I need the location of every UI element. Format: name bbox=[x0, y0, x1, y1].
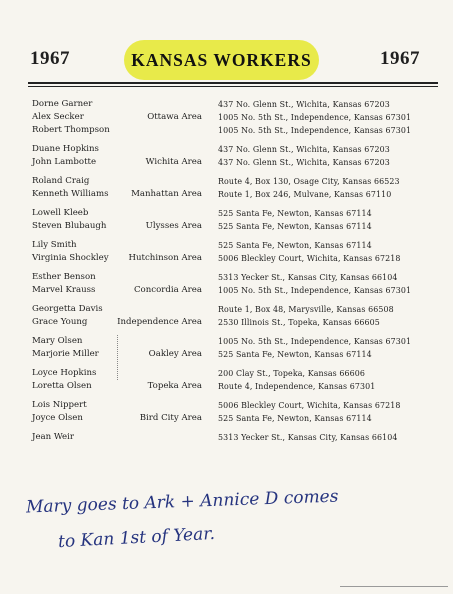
worker-name: Jean Weir bbox=[32, 432, 74, 442]
worker-row bbox=[0, 367, 453, 380]
worker-address: 5313 Yecker St., Kansas City, Kansas 66104 bbox=[218, 273, 398, 282]
worker-group bbox=[0, 271, 453, 297]
worker-name: Loyce Hopkins bbox=[32, 368, 97, 378]
worker-row bbox=[0, 156, 453, 169]
worker-row bbox=[0, 335, 453, 348]
worker-row bbox=[0, 348, 453, 361]
worker-group bbox=[0, 239, 453, 265]
worker-address: 5006 Bleckley Court, Wichita, Kansas 67218 bbox=[218, 401, 401, 410]
worker-name: Virginia Shockley bbox=[32, 253, 109, 263]
worker-address: 525 Santa Fe, Newton, Kansas 67114 bbox=[218, 222, 372, 231]
worker-name: Mary Olsen bbox=[32, 336, 83, 346]
worker-area: Ulysses Area bbox=[145, 221, 202, 231]
worker-area: Bird City Area bbox=[139, 413, 202, 423]
worker-address: 1005 No. 5th St., Independence, Kansas 67301 bbox=[218, 126, 412, 135]
worker-address: 1005 No. 5th St., Independence, Kansas 67301 bbox=[218, 113, 412, 122]
paper-edge-line bbox=[340, 586, 448, 587]
worker-row bbox=[0, 252, 453, 265]
worker-row bbox=[0, 412, 453, 425]
worker-name: Georgetta Davis bbox=[32, 304, 103, 314]
worker-group bbox=[0, 175, 453, 201]
worker-address: 5006 Bleckley Court, Wichita, Kansas 67218 bbox=[218, 254, 401, 263]
worker-address: 1005 No. 5th St., Independence, Kansas 67301 bbox=[218, 337, 412, 346]
pencil-mark bbox=[117, 335, 119, 380]
worker-group bbox=[0, 367, 453, 393]
worker-address: 437 No. Glenn St., Wichita, Kansas 67203 bbox=[218, 158, 390, 167]
worker-address: 200 Clay St., Topeka, Kansas 66606 bbox=[218, 369, 366, 378]
worker-row bbox=[0, 271, 453, 284]
worker-address: 525 Santa Fe, Newton, Kansas 67114 bbox=[218, 350, 372, 359]
year-right: 1967 bbox=[380, 48, 420, 69]
worker-name: Duane Hopkins bbox=[32, 144, 99, 154]
worker-address: Route 4, Box 130, Osage City, Kansas 66523 bbox=[218, 177, 400, 186]
worker-row bbox=[0, 239, 453, 252]
worker-address: 525 Santa Fe, Newton, Kansas 67114 bbox=[218, 209, 372, 218]
worker-row bbox=[0, 98, 453, 111]
worker-group bbox=[0, 207, 453, 233]
page-title: KANSAS WORKERS bbox=[124, 40, 319, 80]
worker-name: Grace Young bbox=[32, 317, 88, 327]
worker-group bbox=[0, 399, 453, 425]
worker-row bbox=[0, 175, 453, 188]
worker-group bbox=[0, 303, 453, 329]
worker-row bbox=[0, 220, 453, 233]
worker-row bbox=[0, 316, 453, 329]
worker-name: Joyce Olsen bbox=[32, 413, 83, 423]
worker-row bbox=[0, 303, 453, 316]
worker-address: Route 4, Independence, Kansas 67301 bbox=[218, 382, 376, 391]
workers-list bbox=[0, 98, 453, 450]
handwritten-note-line-2: to Kan 1st of Year. bbox=[57, 523, 216, 553]
worker-area: Manhattan Area bbox=[131, 189, 202, 199]
worker-address: Route 1, Box 48, Marysville, Kansas 66508 bbox=[218, 305, 394, 314]
worker-row bbox=[0, 399, 453, 412]
worker-address: 437 No. Glenn St., Wichita, Kansas 67203 bbox=[218, 100, 390, 109]
worker-name: Robert Thompson bbox=[32, 125, 110, 135]
worker-address: 5313 Yecker St., Kansas City, Kansas 66104 bbox=[218, 433, 398, 442]
worker-area: Oakley Area bbox=[148, 349, 202, 359]
worker-address: 1005 No. 5th St., Independence, Kansas 67301 bbox=[218, 286, 412, 295]
worker-area: Independence Area bbox=[117, 317, 202, 327]
worker-area: Ottawa Area bbox=[147, 112, 202, 122]
worker-name: John Lambotte bbox=[32, 157, 97, 167]
worker-address: 525 Santa Fe, Newton, Kansas 67114 bbox=[218, 414, 372, 423]
worker-name: Dorne Garner bbox=[32, 99, 93, 109]
worker-row bbox=[0, 207, 453, 220]
worker-group bbox=[0, 143, 453, 169]
worker-name: Lowell Kleeb bbox=[32, 208, 89, 218]
worker-row bbox=[0, 188, 453, 201]
worker-name: Roland Craig bbox=[32, 176, 90, 186]
worker-group bbox=[0, 335, 453, 361]
worker-name: Kenneth Williams bbox=[32, 189, 109, 199]
worker-row bbox=[0, 284, 453, 297]
year-left: 1967 bbox=[30, 48, 70, 69]
worker-name: Marvel Krauss bbox=[32, 285, 96, 295]
worker-name: Esther Benson bbox=[32, 272, 96, 282]
worker-group bbox=[0, 431, 453, 444]
worker-row bbox=[0, 380, 453, 393]
worker-row bbox=[0, 143, 453, 156]
worker-area: Hutchinson Area bbox=[128, 253, 202, 263]
worker-name: Loretta Olsen bbox=[32, 381, 92, 391]
worker-area: Wichita Area bbox=[145, 157, 202, 167]
worker-name: Steven Blubaugh bbox=[32, 221, 107, 231]
header-rule-thick bbox=[28, 82, 438, 84]
header-rule-thin bbox=[28, 86, 438, 87]
worker-group bbox=[0, 98, 453, 137]
worker-area: Concordia Area bbox=[133, 285, 202, 295]
worker-row bbox=[0, 111, 453, 124]
worker-name: Marjorie Miller bbox=[32, 349, 99, 359]
worker-area: Topeka Area bbox=[147, 381, 202, 391]
worker-address: 525 Santa Fe, Newton, Kansas 67114 bbox=[218, 241, 372, 250]
worker-address: Route 1, Box 246, Mulvane, Kansas 67110 bbox=[218, 190, 392, 199]
worker-name: Lois Nippert bbox=[32, 400, 87, 410]
worker-name: Alex Secker bbox=[32, 112, 84, 122]
worker-row bbox=[0, 431, 453, 444]
handwritten-note-line-1: Mary goes to Ark + Annice D comes bbox=[25, 486, 339, 518]
worker-name: Lily Smith bbox=[32, 240, 77, 250]
worker-address: 2530 Illinois St., Topeka, Kansas 66605 bbox=[218, 318, 380, 327]
worker-row bbox=[0, 124, 453, 137]
worker-address: 437 No. Glenn St., Wichita, Kansas 67203 bbox=[218, 145, 390, 154]
